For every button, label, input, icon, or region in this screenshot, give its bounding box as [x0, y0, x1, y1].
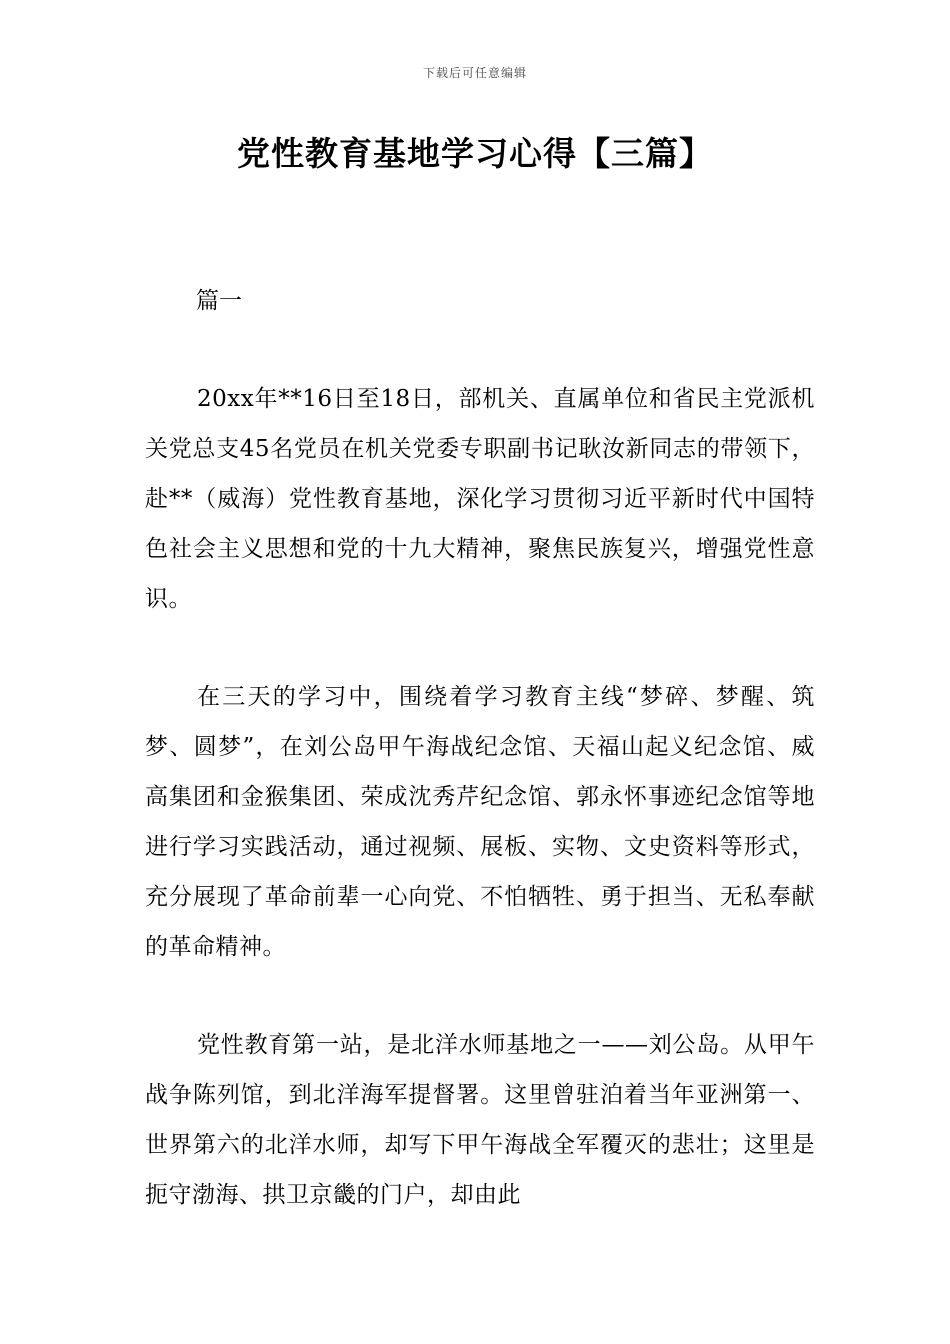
document-title: 党性教育基地学习心得【三篇】 [237, 134, 713, 173]
paragraph-1: 20xx年**16日至18日，部机关、直属单位和省民主党派机关党总支45名党员在机关党委专职副书记耿汝新同志的带领下，赴**（威海）党性教育基地，深化学习贯彻习近平新时代中国特色社会主义思想和党的十九大精神，聚焦民族复兴，增强党性意识。 [145, 386, 815, 612]
paragraph-3: 党性教育第一站，是北洋水师基地之一——刘公岛。从甲午战争陈列馆，到北洋海军提督署。这里曾驻泊着当年亚洲第一、世界第六的北洋水师，却写下甲午海战全军覆灭的悲壮；这里是扼守渤海、拱卫京畿的门户，却由此 [145, 1032, 815, 1208]
paragraph-2: 在三天的学习中，围绕着学习教育主线“梦碎、梦醒、筑梦、圆梦”，在刘公岛甲午海战纪念馆、天福山起义纪念馆、威高集团和金猴集团、荣成沈秀芹纪念馆、郭永怀事迹纪念馆等地进行学习实践活动，通过视频、展板、实物、文史资料等形式，充分展现了革命前辈一心向党、不怕牺牲、勇于担当、无私奉献的革命精神。 [145, 684, 815, 960]
section-heading: 篇一 [196, 288, 242, 314]
page-header-note: 下载后可任意编辑 [422, 66, 527, 80]
